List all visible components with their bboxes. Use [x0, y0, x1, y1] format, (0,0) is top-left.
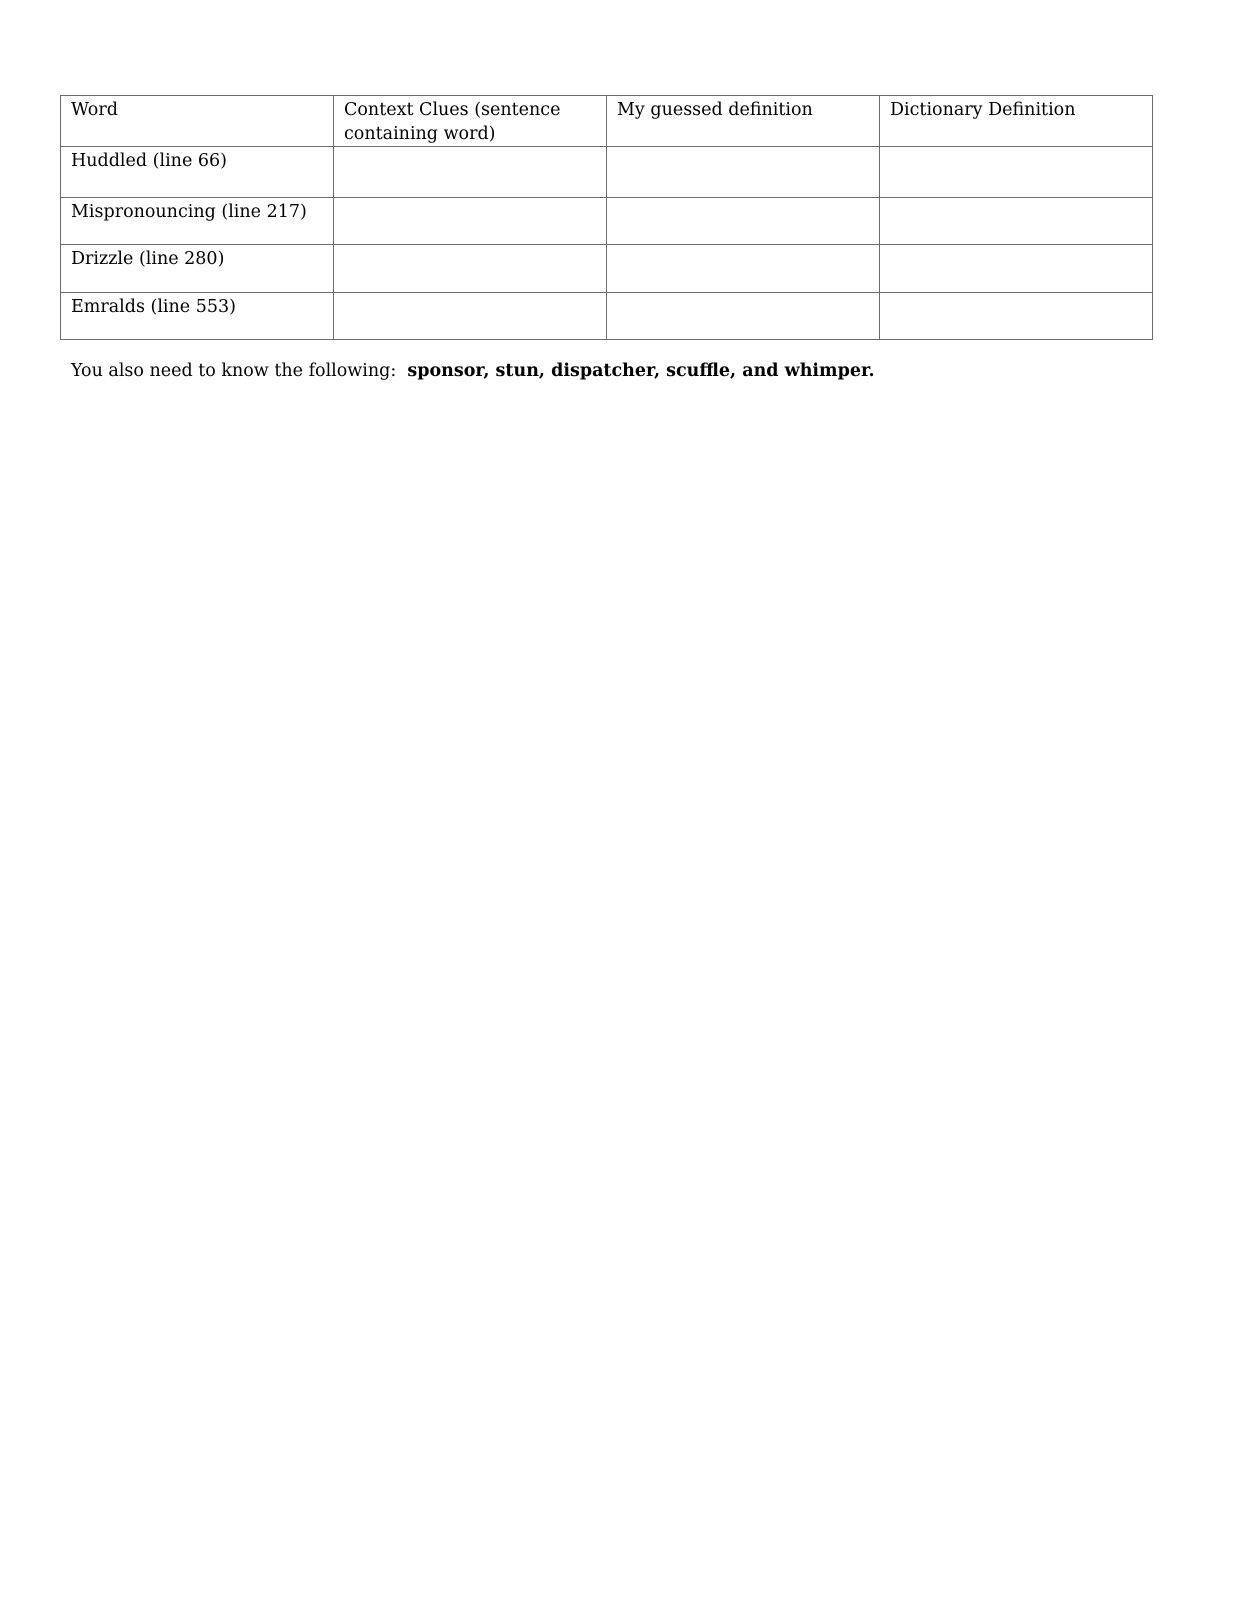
context-cell[interactable] [334, 147, 607, 198]
guess-cell[interactable] [607, 198, 880, 245]
table-row [61, 198, 1153, 245]
guess-cell[interactable] [607, 245, 880, 293]
header-dictionary-definition: Dictionary Definition [880, 96, 1153, 147]
table-row [61, 245, 1153, 293]
note-prefix: You also need to know the following: [71, 361, 408, 381]
dictionary-cell[interactable] [880, 245, 1153, 293]
guess-cell[interactable] [607, 293, 880, 340]
additional-words-note [71, 359, 875, 383]
word-cell: Mispronouncing (line 217) [61, 198, 334, 245]
table-row [61, 293, 1153, 340]
header-context-clues: Context Clues (sentence containing word) [334, 96, 607, 147]
header-guessed-definition: My guessed definition [607, 96, 880, 147]
required-words-list: sponsor, stun, dispatcher, scuffle, and whimper. [407, 361, 875, 381]
context-cell[interactable] [334, 198, 607, 245]
vocabulary-table [60, 95, 1153, 340]
dictionary-cell[interactable] [880, 293, 1153, 340]
word-cell: Emralds (line 553) [61, 293, 334, 340]
word-cell: Drizzle (line 280) [61, 245, 334, 293]
word-cell: Huddled (line 66) [61, 147, 334, 198]
dictionary-cell[interactable] [880, 198, 1153, 245]
table-row [61, 147, 1153, 198]
context-cell[interactable] [334, 293, 607, 340]
guess-cell[interactable] [607, 147, 880, 198]
table-header-row [61, 96, 1153, 147]
context-cell[interactable] [334, 245, 607, 293]
header-word: Word [61, 96, 334, 147]
dictionary-cell[interactable] [880, 147, 1153, 198]
